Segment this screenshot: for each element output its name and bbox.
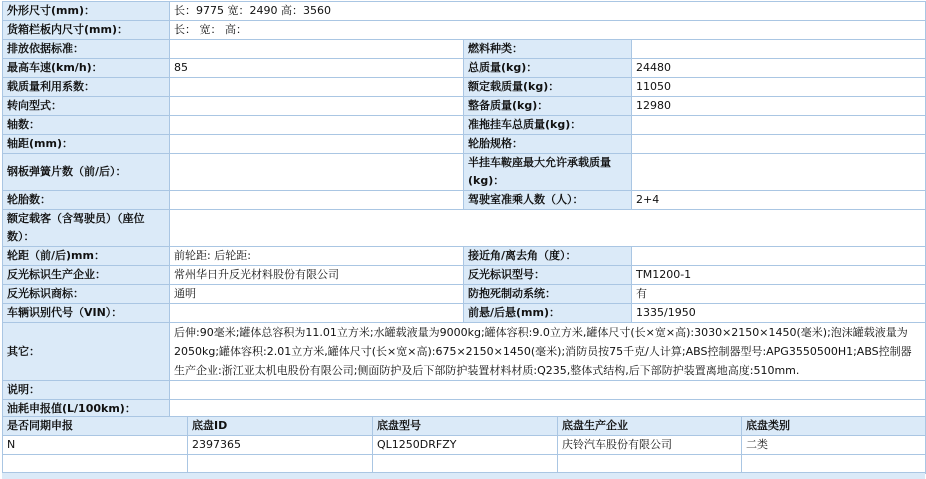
spec-label: 准拖挂车总质量(kg)：	[464, 116, 632, 135]
chassis-cell	[3, 455, 188, 474]
spec-value	[170, 97, 464, 116]
chassis-header: 底盘型号	[373, 417, 558, 436]
spec-value: 85	[170, 59, 464, 78]
spec-label: 接近角/离去角（度）：	[464, 247, 632, 266]
spec-row	[3, 97, 926, 116]
table-row	[3, 436, 926, 455]
spec-label: 驾驶室准乘人数（人）：	[464, 191, 632, 210]
chassis-cell: 庆铃汽车股份有限公司	[558, 436, 742, 455]
spec-row	[3, 116, 926, 135]
spec-value	[632, 116, 926, 135]
spec-value: 24480	[632, 59, 926, 78]
spec-label: 整备质量(kg)：	[464, 97, 632, 116]
chassis-header: 底盘生产企业	[558, 417, 742, 436]
spec-label: 轮胎规格：	[464, 135, 632, 154]
other-row	[3, 323, 926, 381]
other-description: 后伸:90毫米;罐体总容积为11.01立方米;水罐载液量为9000kg;罐体容积:9.0立方米,罐体尺寸(长×宽×高):3030×2150×1450(毫米);泡沫罐载液量为2050kg;罐体容积:2.01立方米,罐体尺寸(长×宽×高):675×2150×1450(毫米);消防员按75千克/人计算;ABS控制器型号:APG3550500H1;ABS控制器生产企业:浙江亚太机电股份有限公司;侧面防护及后下部防护装置材料材质:Q235,整体式结构,后下部防护装置离地高度:510mm.	[170, 323, 926, 381]
chassis-header-row	[3, 417, 926, 436]
spec-value: 前轮距: 后轮距:	[170, 247, 464, 266]
spec-value	[170, 135, 464, 154]
spec-label: 轮距（前/后)mm：	[3, 247, 170, 266]
cargo-box-row	[3, 21, 926, 40]
spec-label: 防抱死制动系统：	[464, 285, 632, 304]
spec-value: 常州华日升反光材料股份有限公司	[170, 266, 464, 285]
spec-value: TM1200-1	[632, 266, 926, 285]
spec-row	[3, 154, 926, 191]
spec-label: 反光标识生产企业：	[3, 266, 170, 285]
chassis-cell	[188, 455, 373, 474]
spec-label: 反光标识型号：	[464, 266, 632, 285]
spec-label: 外形尺寸(mm)：	[3, 2, 170, 21]
spec-label: 燃料种类：	[464, 40, 632, 59]
spec-row	[3, 266, 926, 285]
spec-value: 11050	[632, 78, 926, 97]
vehicle-spec-table	[2, 1, 926, 419]
spec-label: 其它：	[3, 323, 170, 381]
spec-value	[170, 154, 464, 191]
spec-label: 轮胎数：	[3, 191, 170, 210]
spec-value: 长：9775 宽：2490 高：3560	[170, 2, 926, 21]
spec-label: 油耗申报值(L/100km)：	[3, 400, 170, 419]
spec-label: 最高车速(km/h)：	[3, 59, 170, 78]
dimensions-row	[3, 2, 926, 21]
spec-label: 总质量(kg)：	[464, 59, 632, 78]
spec-value	[170, 304, 464, 323]
spec-value: 长： 宽： 高：	[170, 21, 926, 40]
spec-value	[170, 210, 926, 247]
spec-row	[3, 247, 926, 266]
spec-value: 12980	[632, 97, 926, 116]
chassis-header: 是否同期申报	[3, 417, 188, 436]
spec-label: 额定载客（含驾驶员）（座位数）：	[3, 210, 170, 247]
spec-label: 钢板弹簧片数（前/后）：	[3, 154, 170, 191]
chassis-cell: QL1250DRFZY	[373, 436, 558, 455]
spec-value: 2+4	[632, 191, 926, 210]
spec-label: 货箱栏板内尺寸(mm)：	[3, 21, 170, 40]
chassis-cell: 2397365	[188, 436, 373, 455]
chassis-cell: 二类	[742, 436, 926, 455]
spec-label: 轴距(mm)：	[3, 135, 170, 154]
spec-value: 1335/1950	[632, 304, 926, 323]
spec-label: 车辆识别代号（VIN）：	[3, 304, 170, 323]
spec-value	[170, 381, 926, 400]
chassis-cell	[558, 455, 742, 474]
spec-value	[632, 247, 926, 266]
spec-label: 前悬/后悬(mm)：	[464, 304, 632, 323]
spec-value	[170, 191, 464, 210]
spec-row	[3, 304, 926, 323]
spec-label: 转向型式：	[3, 97, 170, 116]
spec-value	[632, 40, 926, 59]
spec-row	[3, 40, 926, 59]
chassis-header: 底盘ID	[188, 417, 373, 436]
spec-label: 半挂车鞍座最大允许承载质量(kg)：	[464, 154, 632, 191]
spec-row	[3, 285, 926, 304]
spec-value: 有	[632, 285, 926, 304]
spec-label: 说明：	[3, 381, 170, 400]
spec-row	[3, 78, 926, 97]
chassis-cell	[742, 455, 926, 474]
chassis-cell: N	[3, 436, 188, 455]
spec-label: 反光标识商标：	[3, 285, 170, 304]
table-row	[3, 455, 926, 474]
spec-row	[3, 191, 926, 210]
spec-value	[632, 154, 926, 191]
spec-label: 额定载质量(kg)：	[464, 78, 632, 97]
spec-value	[170, 78, 464, 97]
rated-passengers-row	[3, 210, 926, 247]
spec-value	[170, 116, 464, 135]
note-row	[3, 381, 926, 400]
chassis-header: 底盘类别	[742, 417, 926, 436]
chassis-cell	[373, 455, 558, 474]
spec-value	[632, 135, 926, 154]
spec-label: 载质量利用系数：	[3, 78, 170, 97]
spec-label: 排放依据标准：	[3, 40, 170, 59]
spec-row	[3, 135, 926, 154]
spec-value: 通明	[170, 285, 464, 304]
spec-value	[170, 40, 464, 59]
spec-row	[3, 59, 926, 78]
chassis-table	[2, 416, 926, 474]
spec-label: 轴数：	[3, 116, 170, 135]
